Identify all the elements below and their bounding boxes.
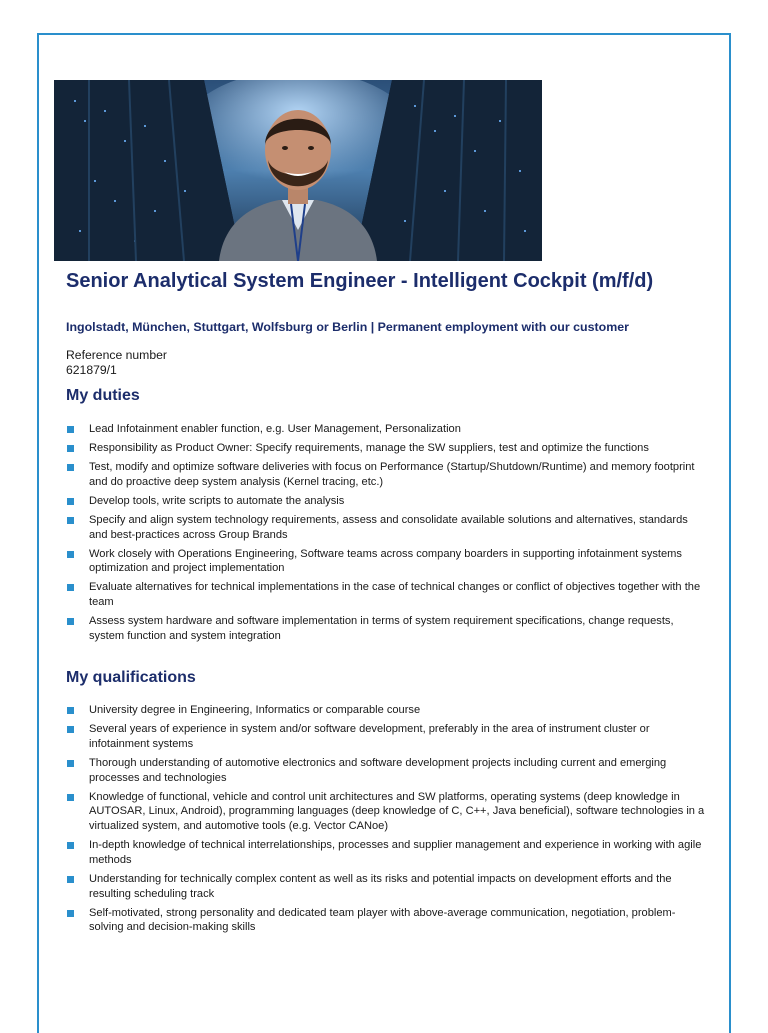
duties-heading: My duties [66,387,140,404]
list-item: Thorough understanding of automotive electronics and software development projects including current and emerging processes and technologies [66,756,706,786]
bullet-square-icon [67,498,74,505]
list-item: Evaluate alternatives for technical implementations in the case of technical changes or conflict of objectives together with the team [66,580,706,610]
bullet-square-icon [67,726,74,733]
reference-number: 621879/1 [66,362,117,377]
bullet-square-icon [67,910,74,917]
bullet-square-icon [67,842,74,849]
hero-image-engineer-in-server-room [54,80,542,261]
list-item: Self-motivated, strong personality and dedicated team player with above-average communication, negotiation, problem-solving and decision-making skills [66,906,706,936]
bullet-square-icon [67,584,74,591]
list-item: Specify and align system technology requirements, assess and consolidate available solutions and alternatives, standards and best-practices across Group Brands [66,513,706,543]
list-item: Assess system hardware and software implementation in terms of system requirement specifications, change requests, system function and system integration [66,614,706,644]
qualifications-heading: My qualifications [66,669,196,686]
bullet-square-icon [67,551,74,558]
bullet-square-icon [67,760,74,767]
list-item: Responsibility as Product Owner: Specify requirements, manage the SW suppliers, test and optimize the functions [66,441,706,456]
list-item: Work closely with Operations Engineering, Software teams across company boarders in supporting infotainment systems optimization and project implementation [66,547,706,577]
list-item: Several years of experience in system and/or software development, preferably in the area of instrument cluster or infotainment systems [66,722,706,752]
bullet-square-icon [67,876,74,883]
reference-label: Reference number [66,348,167,362]
list-item: In-depth knowledge of technical interrelationships, processes and supplier management and experience in working with agile methods [66,838,706,868]
bullet-square-icon [67,426,74,433]
list-item: Develop tools, write scripts to automate the analysis [66,494,706,509]
bullet-square-icon [67,618,74,625]
bullet-square-icon [67,707,74,714]
reference-block [66,348,167,377]
bullet-square-icon [67,794,74,801]
job-title: Senior Analytical System Engineer - Intelligent Cockpit (m/f/d) [66,270,654,292]
list-item: Understanding for technically complex content as well as its risks and potential impacts on development efforts and the resulting scheduling track [66,872,706,902]
list-item: Lead Infotainment enabler function, e.g. User Management, Personalization [66,422,706,437]
bullet-square-icon [67,517,74,524]
list-item: Test, modify and optimize software deliveries with focus on Performance (Startup/Shutdown/Runtime) and memory footprint and do proactive deep system analysis (Kernel tracing, etc.) [66,460,706,490]
bullet-square-icon [67,445,74,452]
qualifications-list [66,703,706,939]
list-item: University degree in Engineering, Informatics or comparable course [66,703,706,718]
bullet-square-icon [67,464,74,471]
duties-list [66,422,706,648]
list-item: Knowledge of functional, vehicle and control unit architectures and SW platforms, operating systems (deep knowledge in AUTOSAR, Linux, Android), programming languages (deep knowledge of C, C++, Java beneficial), software technologies in a virtualized system, and automotive tools (e.g. Vector CANoe) [66,790,706,834]
location-employment: Ingolstadt, München, Stuttgart, Wolfsburg or Berlin | Permanent employment with our customer [66,320,629,334]
